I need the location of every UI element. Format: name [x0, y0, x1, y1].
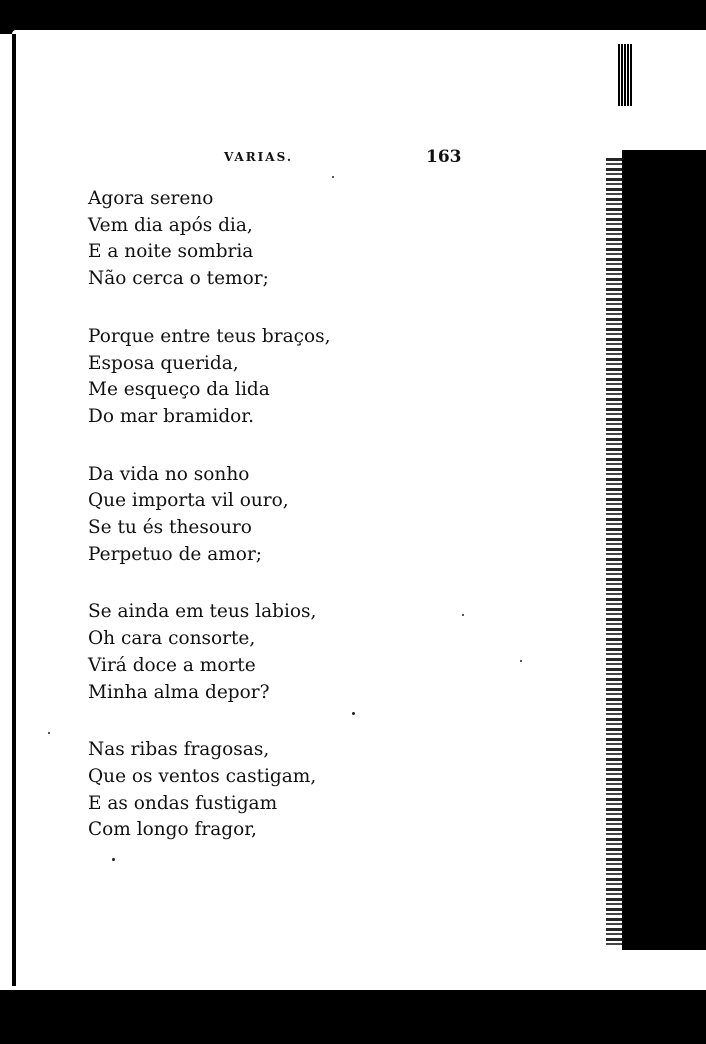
verse-line: Que importa vil ouro, [88, 490, 289, 512]
verse-line: E as ondas fustigam [88, 792, 278, 814]
verse-line: Que os ventos castigam, [88, 765, 317, 787]
running-head: VARIAS. [224, 150, 294, 164]
verse-line: E a noite sombria [88, 241, 254, 263]
scan-bottom-edge [0, 990, 706, 1044]
verse-line: Porque entre teus braços, [88, 325, 331, 347]
stanza-3 [88, 462, 331, 569]
verse-line: Se tu és thesouro [88, 517, 252, 539]
ink-speck [352, 712, 355, 715]
verse-line: Me esqueço da lida [88, 379, 270, 401]
ink-speck [332, 176, 334, 178]
verse-line: Esposa querida, [88, 352, 239, 374]
scan-top-edge [0, 0, 706, 34]
verse-line: Perpetuo de amor; [88, 543, 263, 565]
verse-line: Vem dia após dia, [88, 214, 253, 236]
ink-speck [520, 660, 522, 662]
stanza-2 [88, 324, 331, 431]
verse-line: Se ainda em teus labios, [88, 601, 317, 623]
scan-right-edge [622, 150, 706, 950]
verse-line: Minha alma depor? [88, 681, 270, 703]
verse-line: Não cerca o temor; [88, 268, 269, 290]
verse-line: Nas ribas fragosas, [88, 739, 270, 761]
ink-speck [462, 614, 464, 616]
verse-line: Com longo fragor, [88, 819, 257, 841]
scan-right-fringe [606, 158, 622, 948]
ink-speck [48, 732, 50, 734]
stanza-5 [88, 737, 331, 844]
verse-line: Do mar bramidor. [88, 405, 254, 427]
stanza-4 [88, 599, 331, 706]
scan-left-edge [12, 34, 16, 994]
verse-line: Agora sereno [88, 188, 214, 209]
page-number: 163 [426, 147, 462, 167]
verse-line: Da vida no sonho [88, 463, 250, 485]
stanza-1 [88, 186, 331, 293]
verse-line: Oh cara consorte, [88, 628, 256, 650]
poem-body [88, 186, 331, 875]
page-top-border [12, 30, 706, 38]
scan-right-notch [618, 44, 632, 106]
verse-line: Virá doce a morte [88, 654, 256, 676]
